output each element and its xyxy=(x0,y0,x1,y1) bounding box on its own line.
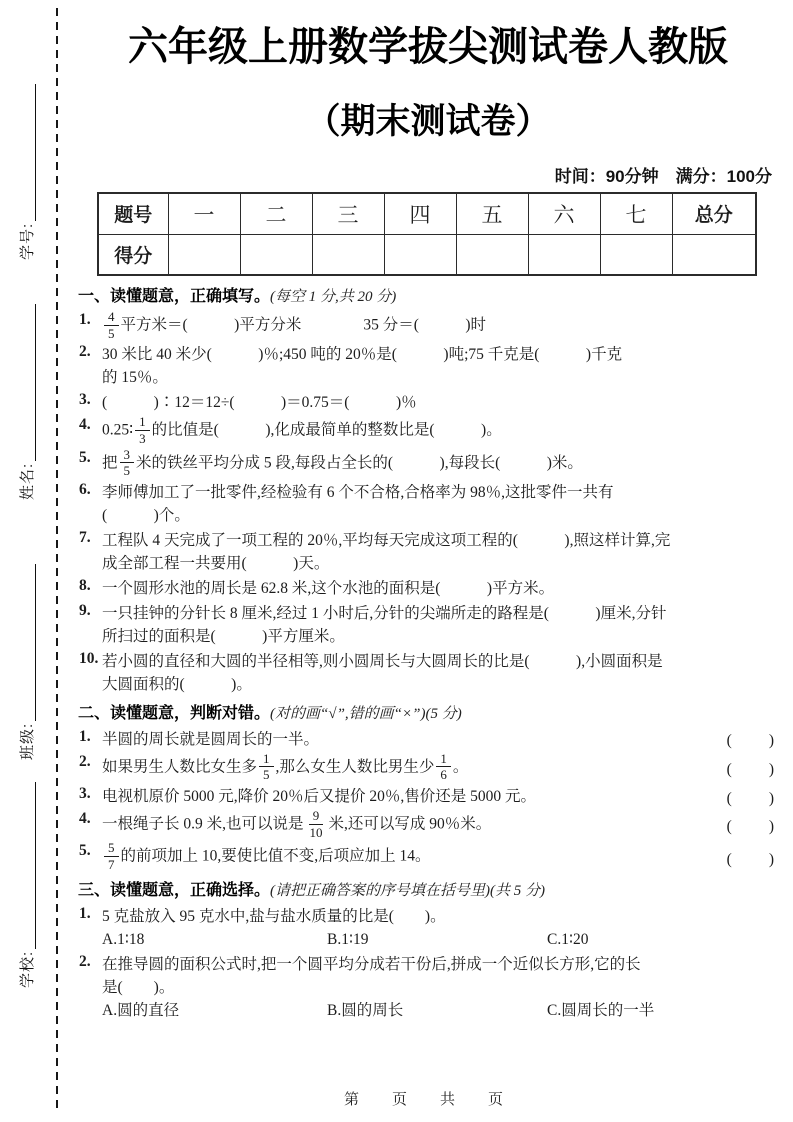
answer-bracket: ( ) xyxy=(726,732,776,750)
question-text: 平方米＝( )平方分米 35 分＝( )时 xyxy=(120,316,487,334)
score-header-cell: 二 xyxy=(240,193,312,234)
option: A.圆的直径 xyxy=(102,1001,180,1019)
question xyxy=(78,728,778,751)
question-sections xyxy=(78,286,778,1022)
name-fill-line xyxy=(35,304,36,461)
fraction xyxy=(436,752,451,782)
question-line xyxy=(102,552,778,575)
question-text: 如果男生人数比女生多 xyxy=(102,758,258,776)
question-number: 9. xyxy=(79,601,91,619)
question-body xyxy=(102,728,778,751)
question-body xyxy=(102,391,778,414)
question-line xyxy=(102,810,712,840)
question-text: 在推导圆的面积公式时,把一个圆平均分成若干份后,拼成一个近似长方形,它的长 xyxy=(102,955,641,973)
question-text: 半圆的周长就是圆周长的一半。 xyxy=(102,730,320,748)
score-header-cell: 五 xyxy=(456,193,528,234)
school-fill-line xyxy=(35,782,36,949)
question-text: 一根绳子长 0.9 米,也可以说是 xyxy=(102,815,304,833)
question xyxy=(78,602,778,648)
section-heading xyxy=(78,703,778,725)
fraction-denominator: 5 xyxy=(263,767,270,783)
question-line xyxy=(102,416,778,446)
student-id-field xyxy=(14,84,38,260)
question-text: 米,还可以写成 90％米。 xyxy=(328,815,492,833)
fraction xyxy=(306,809,327,839)
question-text: 一个圆形水池的周长是 62.8 米,这个水池的面积是( )平方米。 xyxy=(102,579,555,597)
question-line xyxy=(102,673,778,696)
fraction xyxy=(104,841,119,871)
question-text: 。 xyxy=(452,758,469,776)
question xyxy=(78,391,778,414)
question-line xyxy=(102,311,778,341)
question-text: 米的铁丝平均分成 5 段,每段占全长的( ),每段长( )米。 xyxy=(136,454,583,472)
student-id-fill-line xyxy=(35,84,36,221)
question-number: 2. xyxy=(79,952,91,970)
option: B.圆的周长 xyxy=(327,1001,404,1019)
question-body xyxy=(102,343,778,389)
question-text: 若小圆的直径和大圆的半径相等,则小圆周长与大圆周长的比是( ),小圆面积是 xyxy=(102,652,663,670)
question-body xyxy=(102,785,778,808)
question xyxy=(78,311,778,341)
question-body xyxy=(102,446,778,479)
fraction-numerator: 3 xyxy=(120,448,135,464)
question-line xyxy=(102,391,778,414)
question-number: 2. xyxy=(79,752,91,770)
fraction-numerator: 1 xyxy=(259,752,274,768)
question-text: 一只挂钟的分针长 8 厘米,经过 1 小时后,分针的尖端所走的路程是( )厘米,分针 xyxy=(102,604,667,622)
page-footer: 第 页 共 页 xyxy=(343,1091,512,1108)
question-line xyxy=(102,728,712,751)
section-note: (每空 1 分,共 20 分) xyxy=(270,289,397,305)
score-empty-cell xyxy=(240,234,312,275)
question xyxy=(78,785,778,808)
fraction-denominator: 3 xyxy=(139,430,146,446)
question-number: 2. xyxy=(79,343,91,361)
answer-bracket: ( ) xyxy=(726,850,776,868)
answer-bracket: ( ) xyxy=(726,789,776,807)
fraction-numerator: 1 xyxy=(135,415,150,431)
question-line xyxy=(102,343,778,366)
question xyxy=(78,416,778,446)
class-fill-line xyxy=(35,564,36,721)
fraction-denominator: 10 xyxy=(309,824,323,840)
question-body xyxy=(102,953,778,1022)
question-line xyxy=(102,976,778,999)
question-body xyxy=(102,842,778,872)
score-header-cell: 三 xyxy=(312,193,384,234)
score-empty-cell xyxy=(672,234,756,275)
question-number: 1. xyxy=(79,904,91,922)
question-number: 4. xyxy=(79,416,91,434)
question-text: 大圆面积的( )。 xyxy=(102,675,252,693)
question-number: 7. xyxy=(79,528,91,546)
paper-content xyxy=(78,0,778,1024)
score-empty-cell xyxy=(384,234,456,275)
section-title: 三、读懂题意，正确选择。 xyxy=(78,881,271,899)
fraction-numerator: 5 xyxy=(104,841,119,857)
question-number: 10. xyxy=(79,649,99,667)
question xyxy=(78,953,778,1022)
fraction-denominator: 7 xyxy=(108,857,115,873)
question xyxy=(78,529,778,575)
question-body xyxy=(102,311,778,341)
section-heading xyxy=(78,286,778,308)
question xyxy=(78,810,778,840)
question-body xyxy=(102,577,778,600)
score-empty-cell xyxy=(600,234,672,275)
question-text: 0.25∶ xyxy=(102,421,134,439)
question-text: 的 15％。 xyxy=(102,369,168,387)
question-text: 把 xyxy=(102,454,118,472)
question-body xyxy=(102,481,778,527)
question-body xyxy=(102,529,778,575)
question-text: 所扫过的面积是( )平方厘米。 xyxy=(102,627,345,645)
paper-subtitle: （期末测试卷） xyxy=(305,102,551,141)
question-text: 成全部工程一共要用( )天。 xyxy=(102,554,330,572)
student-id-label: 学号: xyxy=(18,222,36,260)
question-number: 1. xyxy=(79,727,91,745)
options-row xyxy=(102,928,778,951)
question xyxy=(78,905,778,951)
question xyxy=(78,650,778,696)
question-text: ,那么女生人数比男生少 xyxy=(275,758,435,776)
score-header-cell: 一 xyxy=(168,193,240,234)
question-line xyxy=(102,504,778,527)
question-text: 是( )。 xyxy=(102,978,175,996)
question-body xyxy=(102,602,778,648)
section-note: (对的画“√”,错的画“×”)(5 分) xyxy=(270,705,462,722)
option: A.1∶18 xyxy=(102,930,145,948)
section-title: 一、读懂题意，正确填写。 xyxy=(78,288,271,305)
school-field xyxy=(14,782,38,988)
seal-dashed-line xyxy=(56,8,58,1114)
question-body xyxy=(102,905,778,951)
name-label: 姓名: xyxy=(18,462,36,500)
option: B.1∶19 xyxy=(327,930,369,948)
question-line xyxy=(102,481,778,504)
section-title: 二、读懂题意，判断对错。 xyxy=(78,704,271,722)
section xyxy=(78,286,778,696)
question-body xyxy=(102,810,778,840)
fraction xyxy=(135,415,150,445)
question-line xyxy=(102,366,778,389)
question-line xyxy=(102,602,778,625)
answer-bracket: ( ) xyxy=(726,760,776,778)
question xyxy=(78,750,778,783)
question-line xyxy=(102,529,778,552)
question-number: 3. xyxy=(79,391,91,409)
time-score-info: 时间：90分钟 满分：100分 xyxy=(554,167,772,186)
fraction xyxy=(259,752,274,782)
fraction xyxy=(104,310,119,340)
fraction-numerator: 4 xyxy=(104,310,119,326)
answer-bracket: ( ) xyxy=(726,818,776,836)
question-text: 的前项加上 10,要使比值不变,后项应加上 14。 xyxy=(120,848,431,866)
score-empty-cell xyxy=(168,234,240,275)
fraction-numerator: 1 xyxy=(436,752,451,768)
question-text: 的比值是( ),化成最简单的整数比是( )。 xyxy=(151,421,502,439)
question-line xyxy=(102,905,778,928)
score-header-cell: 七 xyxy=(600,193,672,234)
question-text: 电视机原价 5000 元,降价 20％后又提价 20％,售价还是 5000 元。 xyxy=(102,788,537,806)
question xyxy=(78,446,778,479)
score-header-cell: 题号 xyxy=(98,193,168,234)
question-text: 工程队 4 天完成了一项工程的 20％,平均每天完成这项工程的( ),照这样计算,完 xyxy=(102,531,671,549)
question xyxy=(78,343,778,389)
question xyxy=(78,481,778,527)
question-line xyxy=(102,785,712,808)
question-number: 8. xyxy=(79,576,91,594)
section-note: (请把正确答案的序号填在括号里)(共 5 分) xyxy=(270,882,545,899)
question-text: 30 米比 40 米少( )％;450 吨的 20％是( )吨;75 千克是( )千克 xyxy=(102,346,623,364)
question-text: 李师傅加工了一批零件,经检验有 6 个不合格,合格率为 98％,这批零件一共有 xyxy=(102,483,614,501)
score-table-score-row xyxy=(98,234,756,275)
score-empty-cell xyxy=(528,234,600,275)
score-table xyxy=(97,192,757,276)
fraction-denominator: 5 xyxy=(123,463,131,479)
score-header-cell: 四 xyxy=(384,193,456,234)
question-body xyxy=(102,416,778,446)
question-number: 3. xyxy=(79,785,91,803)
section xyxy=(78,880,778,1022)
score-empty-cell xyxy=(312,234,384,275)
score-row-label: 得分 xyxy=(98,234,168,275)
fraction-denominator: 6 xyxy=(440,767,447,783)
score-empty-cell xyxy=(456,234,528,275)
name-field xyxy=(14,304,38,500)
question-line xyxy=(102,446,778,479)
options-row xyxy=(102,999,778,1022)
section-heading xyxy=(78,880,778,902)
question-line xyxy=(102,625,778,648)
school-label: 学校: xyxy=(18,950,36,988)
score-table-header-row xyxy=(98,193,756,234)
section xyxy=(78,703,778,873)
question-body xyxy=(102,750,778,783)
score-header-cell: 六 xyxy=(528,193,600,234)
question-line xyxy=(102,842,712,872)
question-text: 5 克盐放入 95 克水中,盐与盐水质量的比是( )。 xyxy=(102,907,446,925)
fraction-denominator: 5 xyxy=(108,325,115,341)
question-line xyxy=(102,577,778,600)
class-label: 班级: xyxy=(18,722,36,760)
question xyxy=(78,577,778,600)
question-number: 4. xyxy=(79,810,91,828)
option: C.圆周长的一半 xyxy=(547,1001,655,1019)
question-number: 6. xyxy=(79,480,91,498)
question-number: 1. xyxy=(79,311,91,328)
question-number: 5. xyxy=(79,448,91,466)
score-header-cell: 总分 xyxy=(672,193,756,234)
fraction-numerator: 9 xyxy=(309,809,324,825)
question-line xyxy=(102,750,712,783)
option: C.1∶20 xyxy=(547,930,589,948)
class-field xyxy=(14,564,38,760)
question-line xyxy=(102,953,778,976)
question xyxy=(78,842,778,872)
question-line xyxy=(102,650,778,673)
paper-title: 六年级上册数学拔尖测试卷人教版 xyxy=(128,25,728,69)
fraction xyxy=(120,448,135,478)
question-text: ( )∶12＝12÷( )＝0.75＝( )％ xyxy=(102,394,417,412)
question-number: 5. xyxy=(79,842,91,860)
question-text: ( )个。 xyxy=(102,506,190,524)
question-body xyxy=(102,650,778,696)
